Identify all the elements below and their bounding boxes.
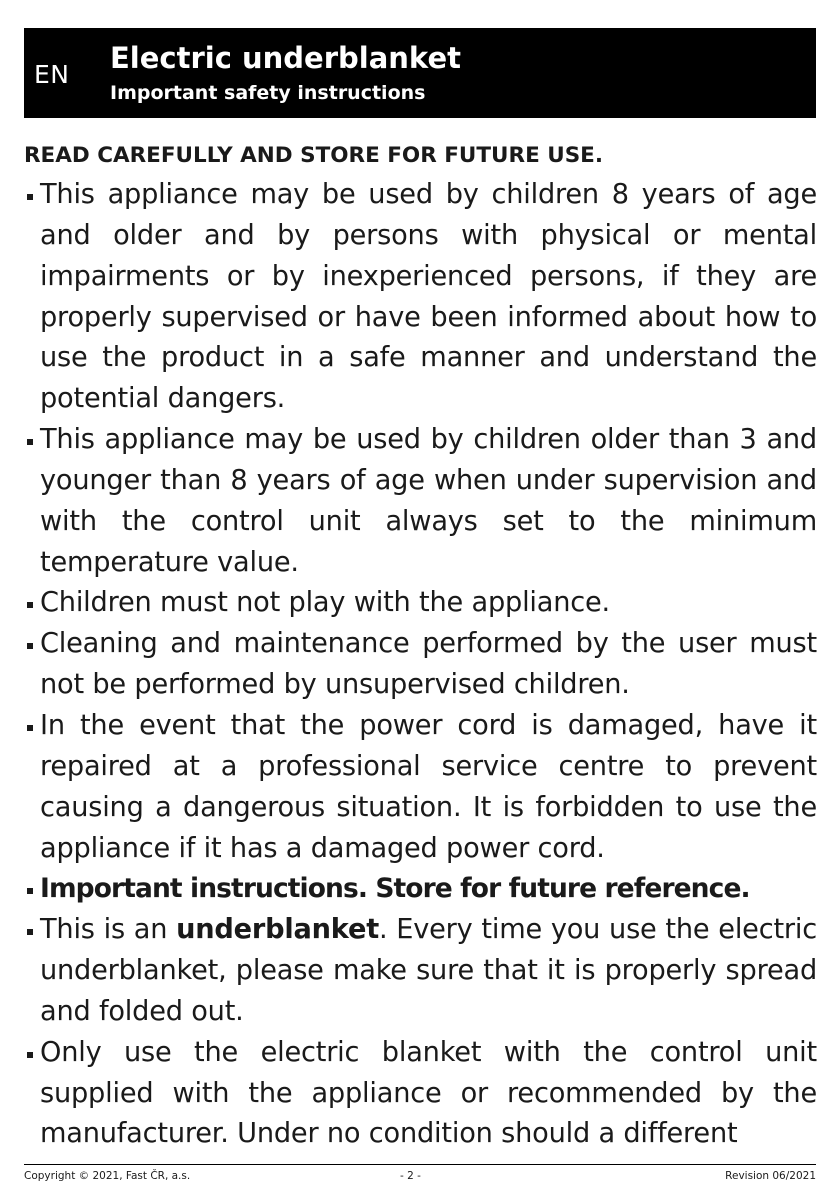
bullet-icon [27, 1052, 33, 1058]
document-title: Electric underblanket [110, 41, 461, 75]
instruction-item-important [24, 869, 817, 910]
instruction-item [24, 624, 817, 706]
instruction-item [24, 583, 817, 624]
footer-page-number: - 2 - [400, 1170, 421, 1182]
instruction-text: This appliance may be used by children 8 years of age and older and by persons with physical or mental impairments or by inexperienced persons, if they are properly supervised or have been informed about how to use the product in a safe manner and understand the potential dangers. [40, 179, 817, 415]
footer-revision: Revision 06/2021 [725, 1170, 816, 1182]
bullet-icon [27, 194, 33, 200]
safety-instructions-list [24, 175, 817, 1155]
instruction-item [24, 420, 817, 583]
language-code: EN [34, 60, 70, 89]
instruction-text: This appliance may be used by children older than 3 and younger than 8 years of age when under supervision and with the control unit always set to the minimum temperature value. [40, 424, 817, 578]
bullet-icon [27, 602, 33, 608]
instruction-text-after: . Every time you use the electric underblanket, please make sure that it is properly spread and folded out. [40, 914, 817, 1027]
instruction-text-emphasis: underblanket [176, 914, 379, 946]
instruction-item [24, 175, 817, 420]
instruction-item [24, 1033, 817, 1156]
intro-heading: READ CAREFULLY AND STORE FOR FUTURE USE. [24, 143, 604, 168]
footer-divider [24, 1164, 816, 1165]
instruction-text-before: This is an [40, 914, 177, 946]
instruction-item [24, 910, 817, 1033]
instruction-text: In the event that the power cord is damaged, have it repaired at a professional service centre to prevent causing a dangerous situation. It is forbidden to use the appliance if it has a damaged power cord. [40, 709, 817, 864]
instruction-text: Children must not play with the appliance. [40, 587, 610, 619]
bullet-icon [27, 439, 33, 445]
bullet-icon [27, 929, 33, 935]
instruction-text: Cleaning and maintenance performed by the user must not be performed by unsupervised children. [40, 628, 817, 701]
footer-copyright: Copyright © 2021, Fast ČR, a.s. [24, 1170, 191, 1182]
document-subtitle: Important safety instructions [110, 82, 426, 104]
bullet-icon [27, 643, 33, 649]
document-header [24, 28, 816, 118]
instruction-text: Only use the electric blanket with the control unit supplied with the appliance or recommended by the manufacturer. Under no condition should a different [40, 1036, 817, 1150]
bullet-icon [27, 725, 33, 731]
instruction-item [24, 706, 817, 869]
instruction-text: Important instructions. Store for future reference. [40, 873, 750, 905]
bullet-icon [27, 888, 33, 894]
